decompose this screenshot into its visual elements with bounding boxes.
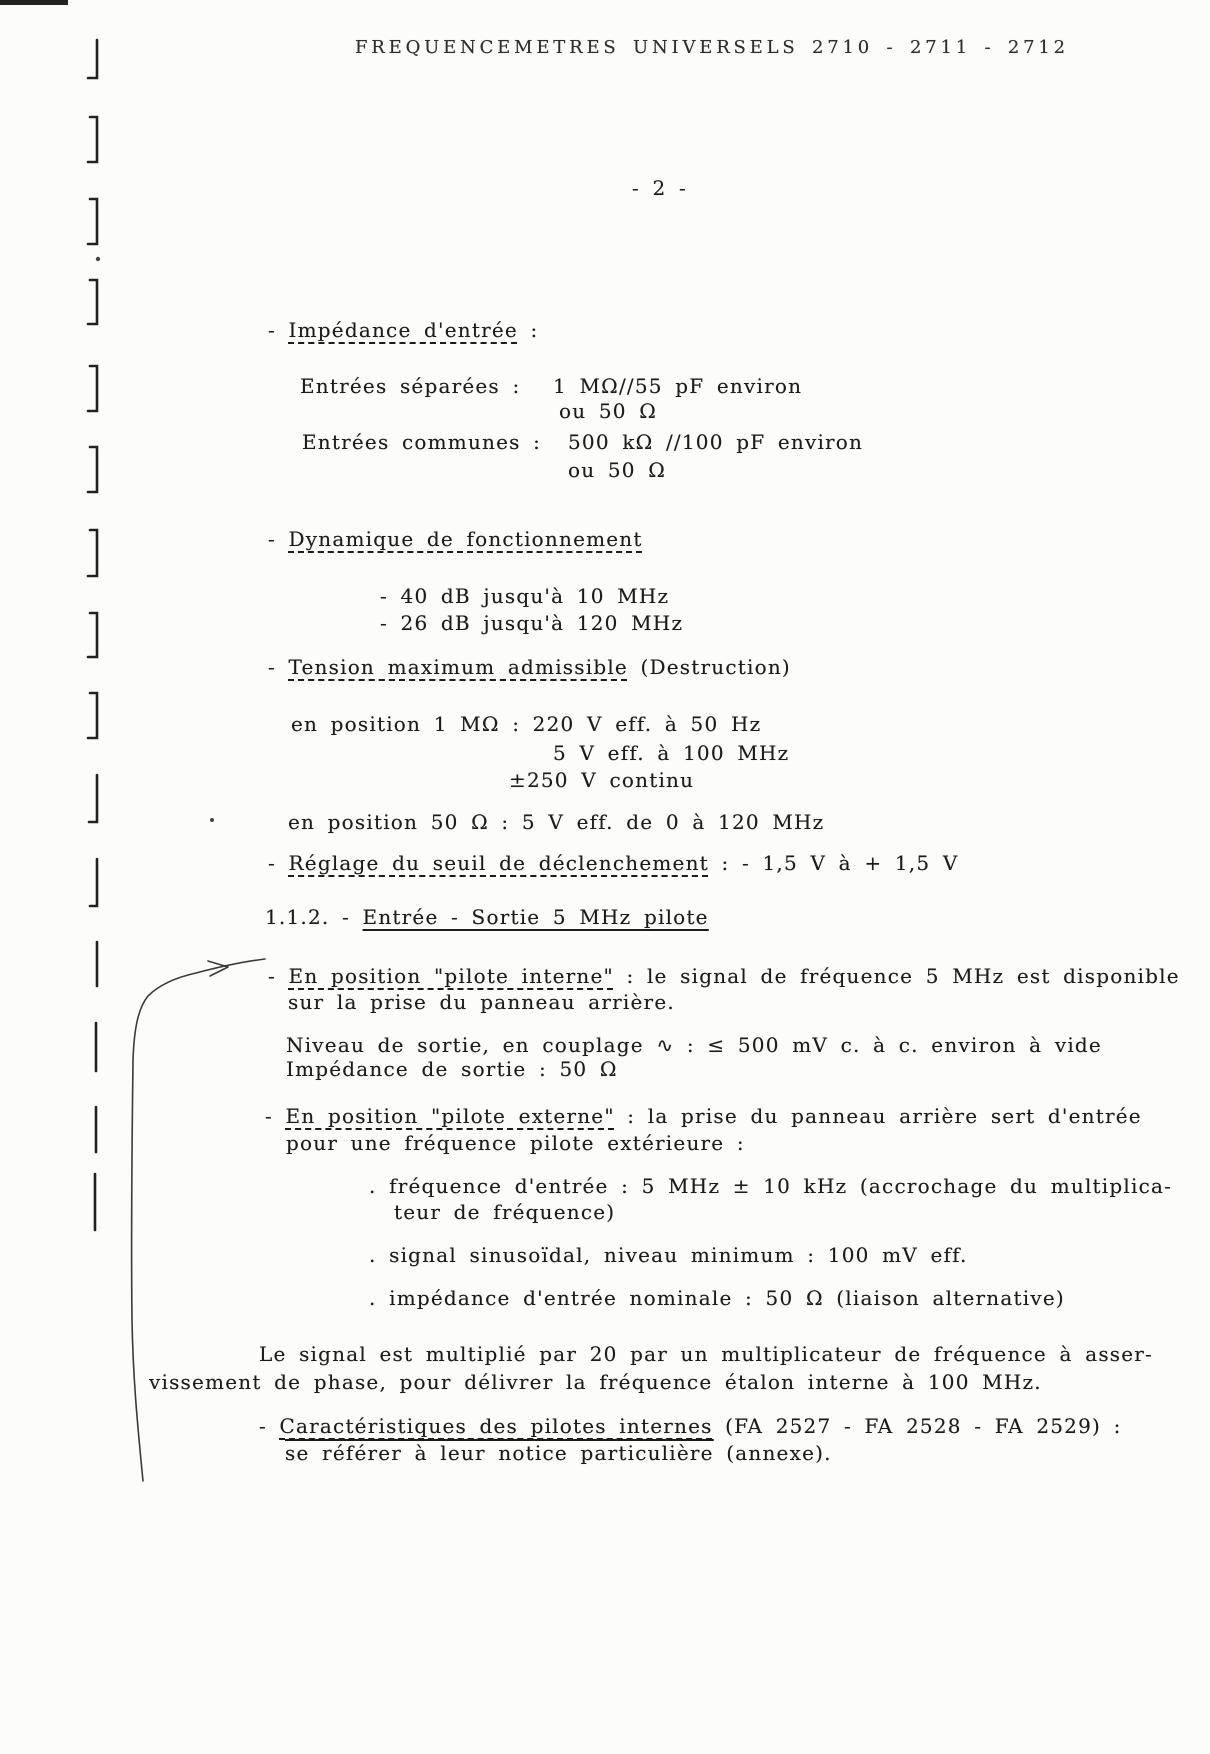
internal-pilot-continuation: sur la prise du panneau arrière. <box>288 990 675 1014</box>
threshold-value: - 1,5 V à + 1,5 V <box>741 851 959 875</box>
input-impedance-title: Impédance d'entrée <box>288 318 518 342</box>
separate-inputs-label: Entrées séparées : <box>300 374 521 398</box>
section-number: 1.1.2. - <box>265 905 350 929</box>
max-voltage-note: (Destruction) <box>640 655 791 679</box>
dynamics-heading <box>268 527 643 551</box>
heading-dash: - <box>268 964 276 988</box>
page-number: - 2 - <box>632 176 687 200</box>
dynamics-title: Dynamique de fonctionnement <box>288 527 643 551</box>
binding-mark <box>88 40 97 78</box>
handwritten-margin-arrow <box>132 959 265 1481</box>
internal-pilots-reference-suffix: (annexe). <box>726 1441 832 1465</box>
multiplication-paragraph-line: vissement de phase, pour délivrer la fréquence étalon interne à 100 MHz. <box>149 1370 1042 1394</box>
input-impedance-heading <box>268 318 538 342</box>
multiplication-paragraph-line: Le signal est multiplié par 20 par un multiplicateur de fréquence à asser- <box>259 1342 1154 1366</box>
scan-edge-mark <box>0 0 68 5</box>
internal-pilot-line <box>268 964 1180 988</box>
external-pilot-spec: . fréquence d'entrée : 5 MHz ± 10 kHz (accrochage du multiplica- <box>369 1174 1173 1198</box>
internal-pilots-reference-line <box>285 1441 832 1465</box>
position-1m-line: en position 1 MΩ : 220 V eff. à 50 Hz <box>291 712 762 736</box>
binding-mark <box>88 117 97 162</box>
external-pilot-title: En position "pilote externe" <box>285 1104 615 1128</box>
external-pilot-spec: teur de fréquence) <box>394 1200 616 1224</box>
separate-inputs-alt: ou 50 Ω <box>559 399 658 423</box>
heading-dash: - <box>268 318 276 342</box>
output-level: Niveau de sortie, en couplage ∿ : ≤ 500 mV c. à c. environ à vide <box>286 1033 1102 1057</box>
dynamics-item: - 40 dB jusqu'à 10 MHz <box>380 584 670 608</box>
section-title: Entrée - Sortie 5 MHz pilote <box>362 905 709 929</box>
section-heading <box>265 905 709 929</box>
max-voltage-title: Tension maximum admissible <box>288 655 628 679</box>
position-1m-line: 5 V eff. à 100 MHz <box>553 741 790 765</box>
binding-mark <box>88 447 97 492</box>
heading-dash: - <box>265 1104 273 1128</box>
internal-pilot-text: : le signal de fréquence 5 MHz est disponible <box>626 964 1180 988</box>
binding-mark <box>88 199 97 244</box>
common-inputs-label: Entrées communes : <box>302 430 542 454</box>
scan-speck <box>210 818 214 822</box>
output-impedance: Impédance de sortie : 50 Ω <box>286 1057 618 1081</box>
external-pilot-text: : la prise du panneau arrière sert d'entrée <box>627 1104 1142 1128</box>
internal-pilots-title: Caractéristiques des pilotes internes <box>279 1414 713 1438</box>
heading-suffix: : <box>530 318 539 342</box>
heading-dash: - <box>259 1414 267 1438</box>
binding-mark <box>90 859 97 906</box>
binding-mark <box>88 530 97 576</box>
max-voltage-heading <box>268 655 791 679</box>
external-pilot-line <box>265 1104 1142 1128</box>
binding-mark <box>89 775 97 822</box>
external-pilot-continuation: pour une fréquence pilote extérieure : <box>286 1131 745 1155</box>
external-pilot-spec: . signal sinusoïdal, niveau minimum : 100 mV eff. <box>369 1243 968 1267</box>
binding-mark <box>88 366 97 411</box>
external-pilot-spec: . impédance d'entrée nominale : 50 Ω (liaison alternative) <box>369 1286 1065 1310</box>
heading-dash: - <box>268 527 276 551</box>
dynamics-item: - 26 dB jusqu'à 120 MHz <box>380 611 684 635</box>
scan-speck <box>96 257 100 261</box>
binding-mark <box>88 280 97 324</box>
threshold-title: Réglage du seuil de déclenchement <box>288 851 709 875</box>
binding-marks <box>88 40 97 1230</box>
position-50-line: en position 50 Ω : 5 V eff. de 0 à 120 MHz <box>288 810 825 834</box>
separate-inputs-value: 1 MΩ//55 pF environ <box>553 374 803 398</box>
internal-pilots-reference: se référer à leur notice particulière <box>285 1441 714 1465</box>
heading-suffix: : <box>721 851 730 875</box>
common-inputs-alt: ou 50 Ω <box>568 458 667 482</box>
threshold-line <box>268 851 958 875</box>
running-title: FREQUENCEMETRES UNIVERSELS 2710 - 2711 - 2712 <box>355 37 1069 58</box>
internal-pilots-references: (FA 2527 - FA 2528 - FA 2529) : <box>725 1414 1122 1438</box>
internal-pilots-heading <box>259 1414 1122 1438</box>
binding-mark <box>88 693 97 738</box>
heading-dash: - <box>268 655 276 679</box>
heading-dash: - <box>268 851 276 875</box>
internal-pilot-title: En position "pilote interne" <box>288 964 614 988</box>
common-inputs-value: 500 kΩ //100 pF environ <box>568 430 864 454</box>
binding-mark <box>88 613 97 657</box>
position-1m-line: ±250 V continu <box>509 768 695 792</box>
